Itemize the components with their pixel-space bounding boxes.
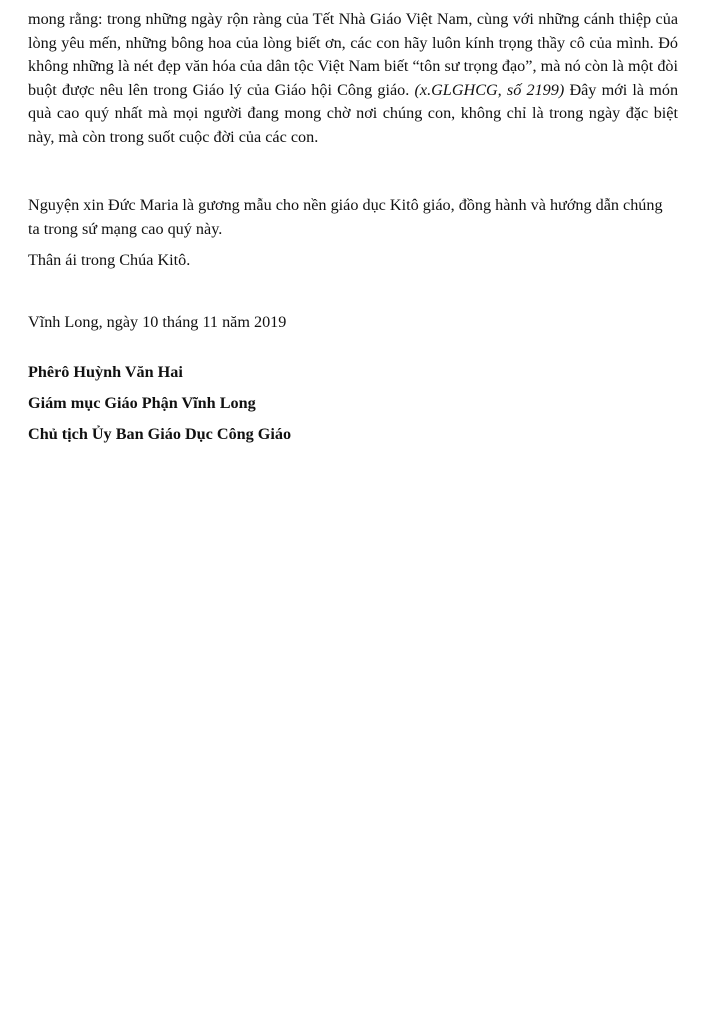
signature-title: Giám mục Giáo Phận Vĩnh Long (28, 394, 256, 412)
closing-line: Thân ái trong Chúa Kitô. (28, 251, 191, 269)
body-paragraph-2: Nguyện xin Đức Maria là gương mẫu cho nền giáo dục Kitô giáo, đồng hành và hướng dẫn chúng ta trong sứ mạng cao quý này. (28, 196, 663, 238)
signature-name: Phêrô Huỳnh Văn Hai (28, 363, 183, 381)
body-paragraph-1 (28, 8, 678, 150)
citation: (x.GLGHCG, số 2199) (414, 80, 565, 99)
signature-title-2: Chủ tịch Ủy Ban Giáo Dục Công Giáo (28, 425, 292, 443)
paragraph-text: mong rằng: trong những ngày rộn ràng của Tết Nhà Giáo Việt Nam, cùng với những cánh thiệp của lòng yêu mến, những bông hoa của lòng biết ơn, các con hãy luôn kính trọng thầy cô của mình. Đó không những là nét đẹp văn hóa của dân tộc Việt Nam biết “tôn sư trọng đạo”, mà nó còn là một đòi buột được nêu lên trong Giáo lý của Giáo hội Công giáo. (28, 10, 678, 99)
paragraph-text-continued: Đây mới là món quà cao quý nhất mà mọi người đang mong chờ nơi chúng con, không chỉ là trong ngày đặc biệt này, mà còn trong suốt cuộc đời của các con. (28, 80, 679, 146)
place-date: Vĩnh Long, ngày 10 tháng 11 năm 2019 (28, 313, 287, 331)
